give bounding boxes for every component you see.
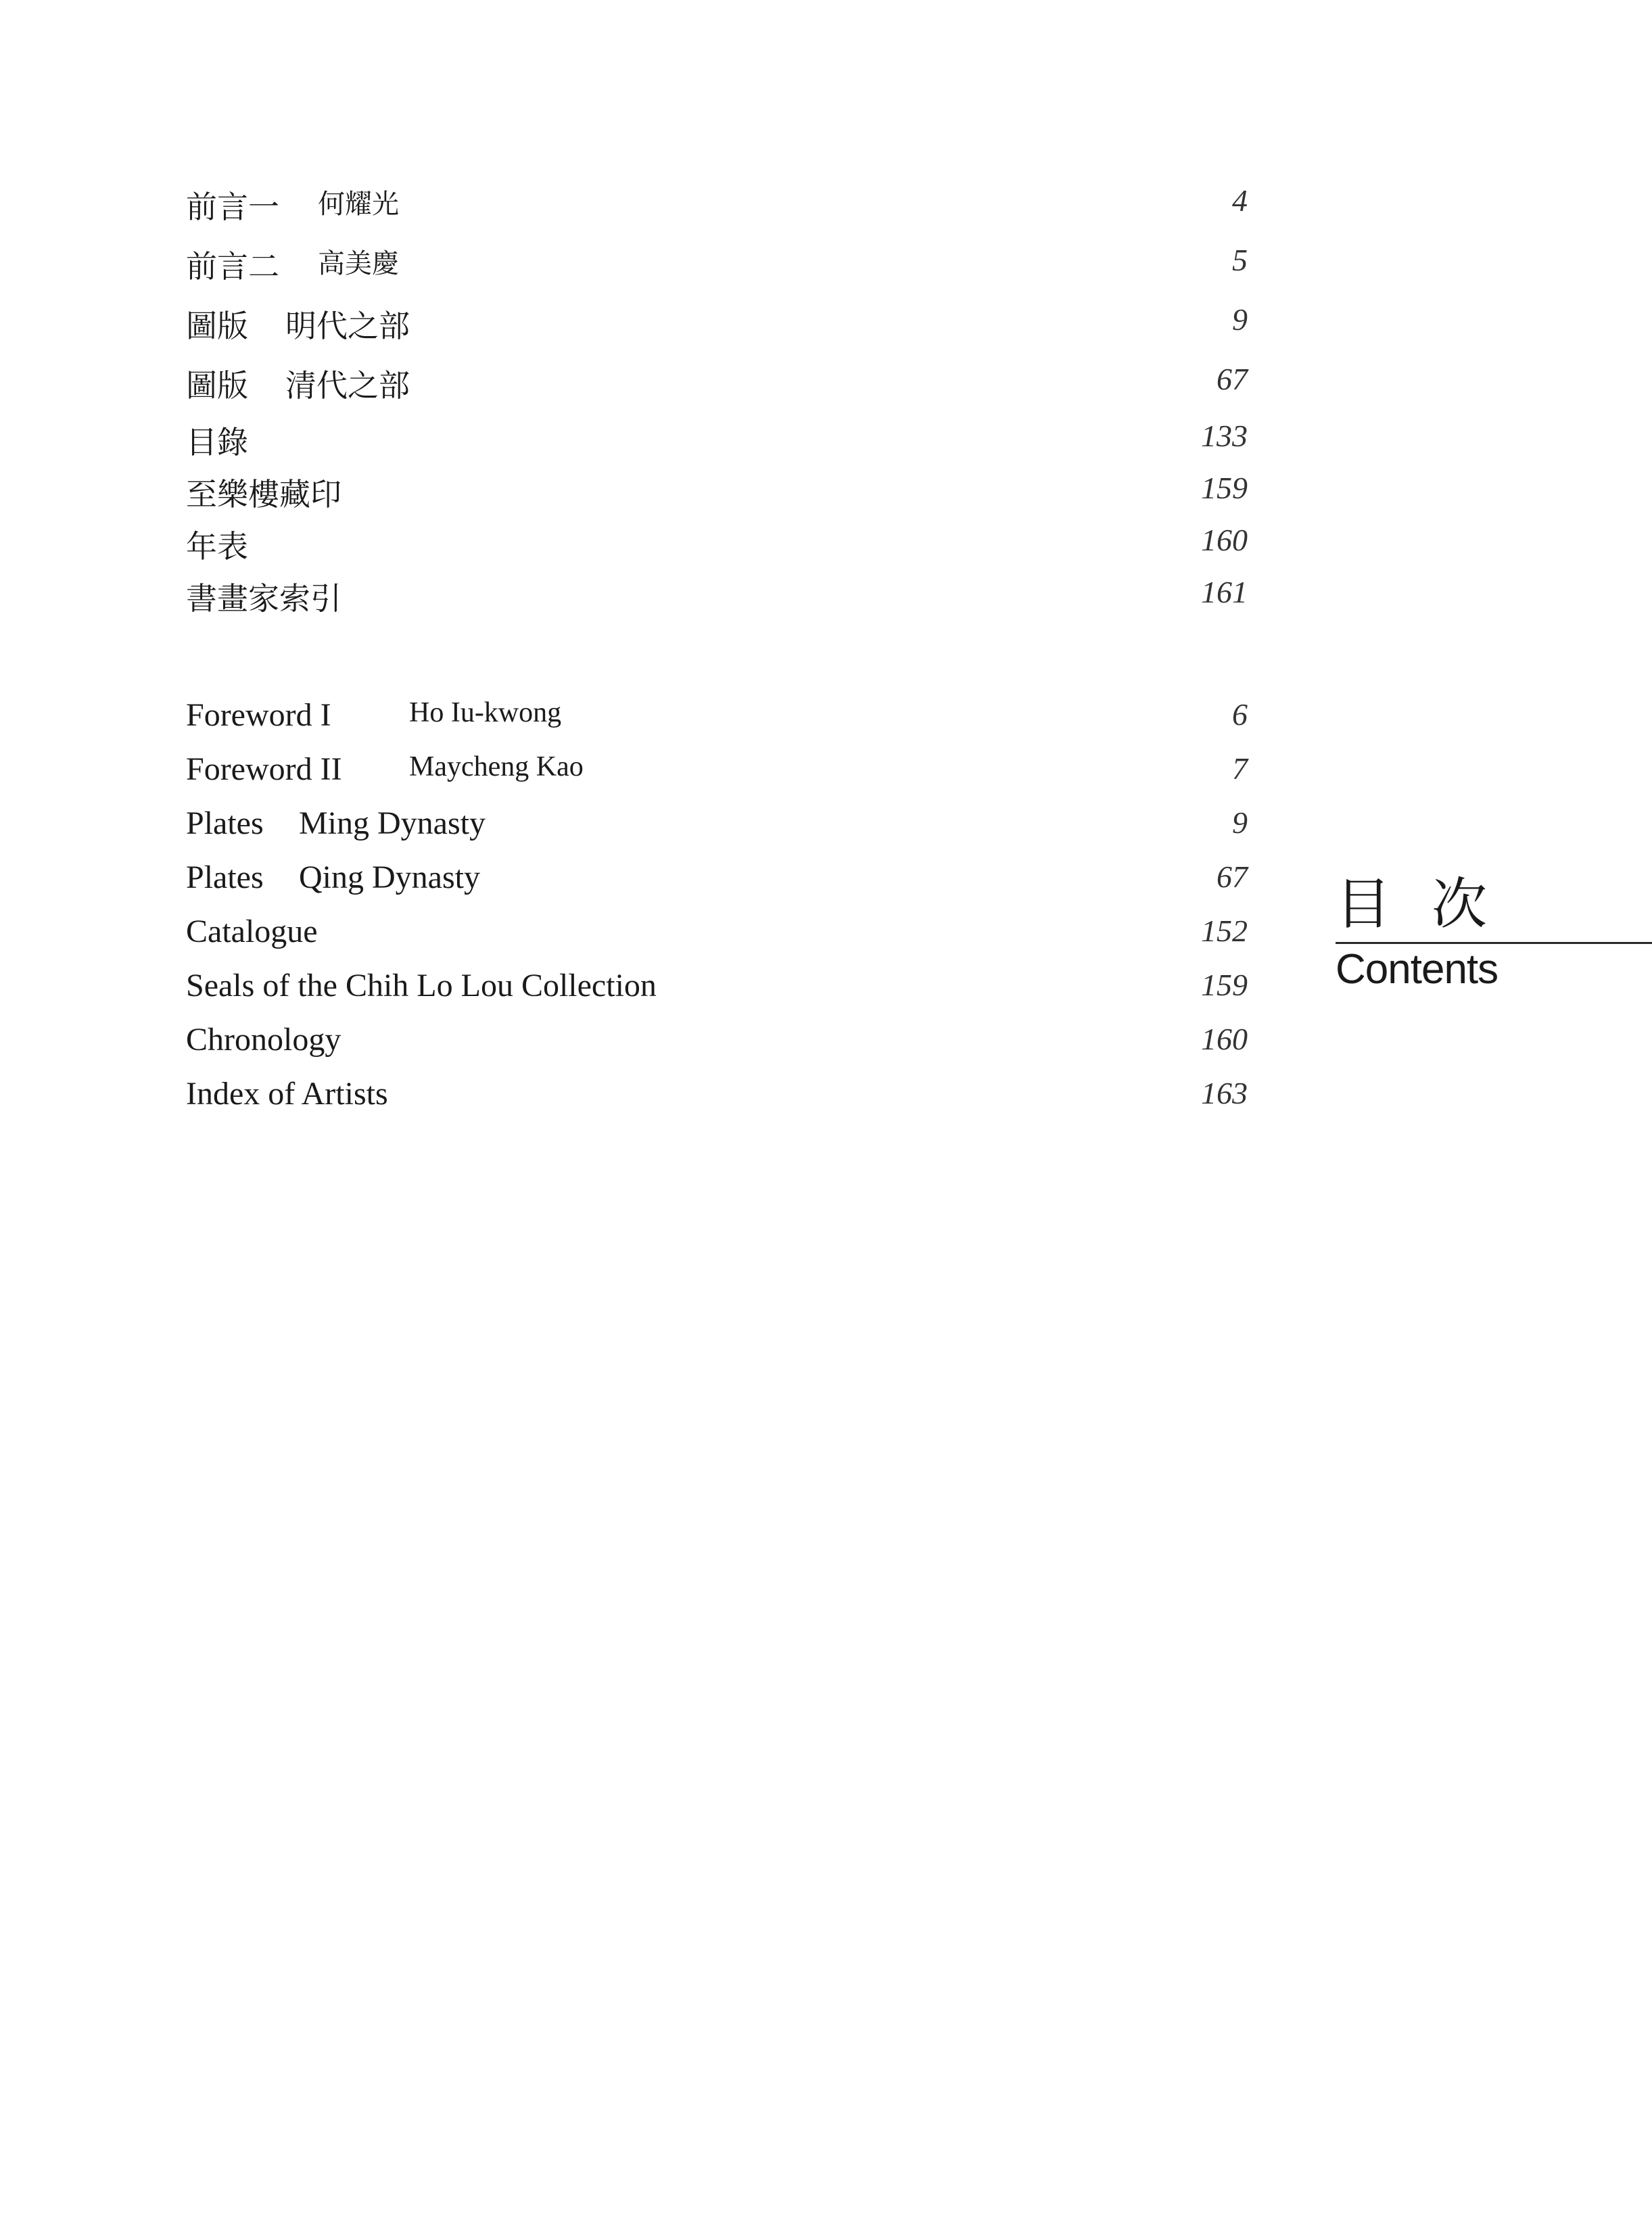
toc-entry[interactable] — [186, 302, 1248, 361]
toc-entry-label: Foreword I — [186, 697, 331, 733]
heading-chinese: 目次 — [1336, 872, 1528, 937]
toc-entry[interactable] — [186, 574, 1248, 626]
toc-entry-subtitle: Qing Dynasty — [299, 859, 480, 895]
toc-entry[interactable] — [186, 361, 1248, 418]
toc-entry-page: 159 — [1201, 471, 1248, 505]
toc-entry[interactable] — [186, 805, 1248, 859]
toc-entry-subtitle: Ming Dynasty — [299, 805, 486, 841]
toc-entry-author: 何耀光 — [318, 189, 399, 220]
toc-entry[interactable] — [186, 470, 1248, 522]
toc-entry-label: 書畫家索引 — [186, 580, 341, 617]
toc-entry-page: 4 — [1232, 183, 1248, 218]
toc-entry[interactable] — [186, 242, 1248, 302]
toc-entry-page: 67 — [1217, 859, 1248, 894]
toc-entry[interactable] — [186, 967, 1248, 1021]
toc-entry-page: 163 — [1201, 1076, 1248, 1110]
toc-entry[interactable] — [186, 751, 1248, 805]
toc-entry-label: Seals of the Chih Lo Lou Collection — [186, 968, 657, 1003]
toc-entry-label: 圖版 — [186, 367, 248, 404]
toc-entry-author: Ho Iu-kwong — [409, 697, 562, 728]
toc-entry-label: 前言一 — [186, 189, 279, 225]
toc-entry-page: 5 — [1232, 243, 1248, 277]
toc-entry-page: 133 — [1201, 419, 1248, 453]
toc-entry-page: 159 — [1201, 968, 1248, 1002]
toc-entry-page: 9 — [1232, 302, 1248, 337]
toc-chinese — [186, 183, 1248, 626]
toc-entry-page: 160 — [1201, 1022, 1248, 1056]
contents-heading — [1336, 872, 1528, 941]
toc-entry-label: 目錄 — [186, 424, 248, 460]
toc-entry-label: Catalogue — [186, 914, 318, 949]
toc-entry[interactable] — [186, 913, 1248, 967]
toc-entry-subtitle: 清代之部 — [285, 367, 410, 404]
toc-entry[interactable] — [186, 418, 1248, 470]
toc-entry-label: Foreword II — [186, 751, 342, 787]
toc-entry-page: 160 — [1201, 523, 1248, 557]
toc-entry-page: 152 — [1201, 914, 1248, 948]
toc-entry-page: 7 — [1232, 751, 1248, 786]
toc-entry-subtitle: 明代之部 — [285, 308, 410, 344]
toc-entry[interactable] — [186, 183, 1248, 242]
toc-entry-label: Index of Artists — [186, 1076, 388, 1112]
toc-entry-label: 圖版 — [186, 308, 248, 344]
toc-entry-label: Plates — [186, 805, 264, 841]
toc-entry[interactable] — [186, 859, 1248, 913]
toc-english — [186, 696, 1248, 1129]
toc-entry-page: 9 — [1232, 805, 1248, 840]
heading-rule — [1336, 942, 1652, 944]
heading-english: Contents — [1336, 946, 1498, 993]
toc-entry-page: 161 — [1201, 575, 1248, 609]
toc-entry-label: Plates — [186, 859, 264, 895]
toc-entry-label: Chronology — [186, 1022, 341, 1058]
toc-entry-label: 至樂樓藏印 — [186, 476, 341, 513]
toc-entry-label: 年表 — [186, 528, 248, 565]
toc-entry[interactable] — [186, 696, 1248, 751]
toc-entry-author: 高美慶 — [318, 248, 399, 279]
toc-entry[interactable] — [186, 1021, 1248, 1075]
toc-entry-page: 67 — [1217, 362, 1248, 396]
toc-entry[interactable] — [186, 522, 1248, 574]
toc-entry-page: 6 — [1232, 697, 1248, 732]
toc-entry-label: 前言二 — [186, 248, 279, 285]
toc-entry[interactable] — [186, 1075, 1248, 1129]
toc-entry-author: Maycheng Kao — [409, 751, 584, 782]
